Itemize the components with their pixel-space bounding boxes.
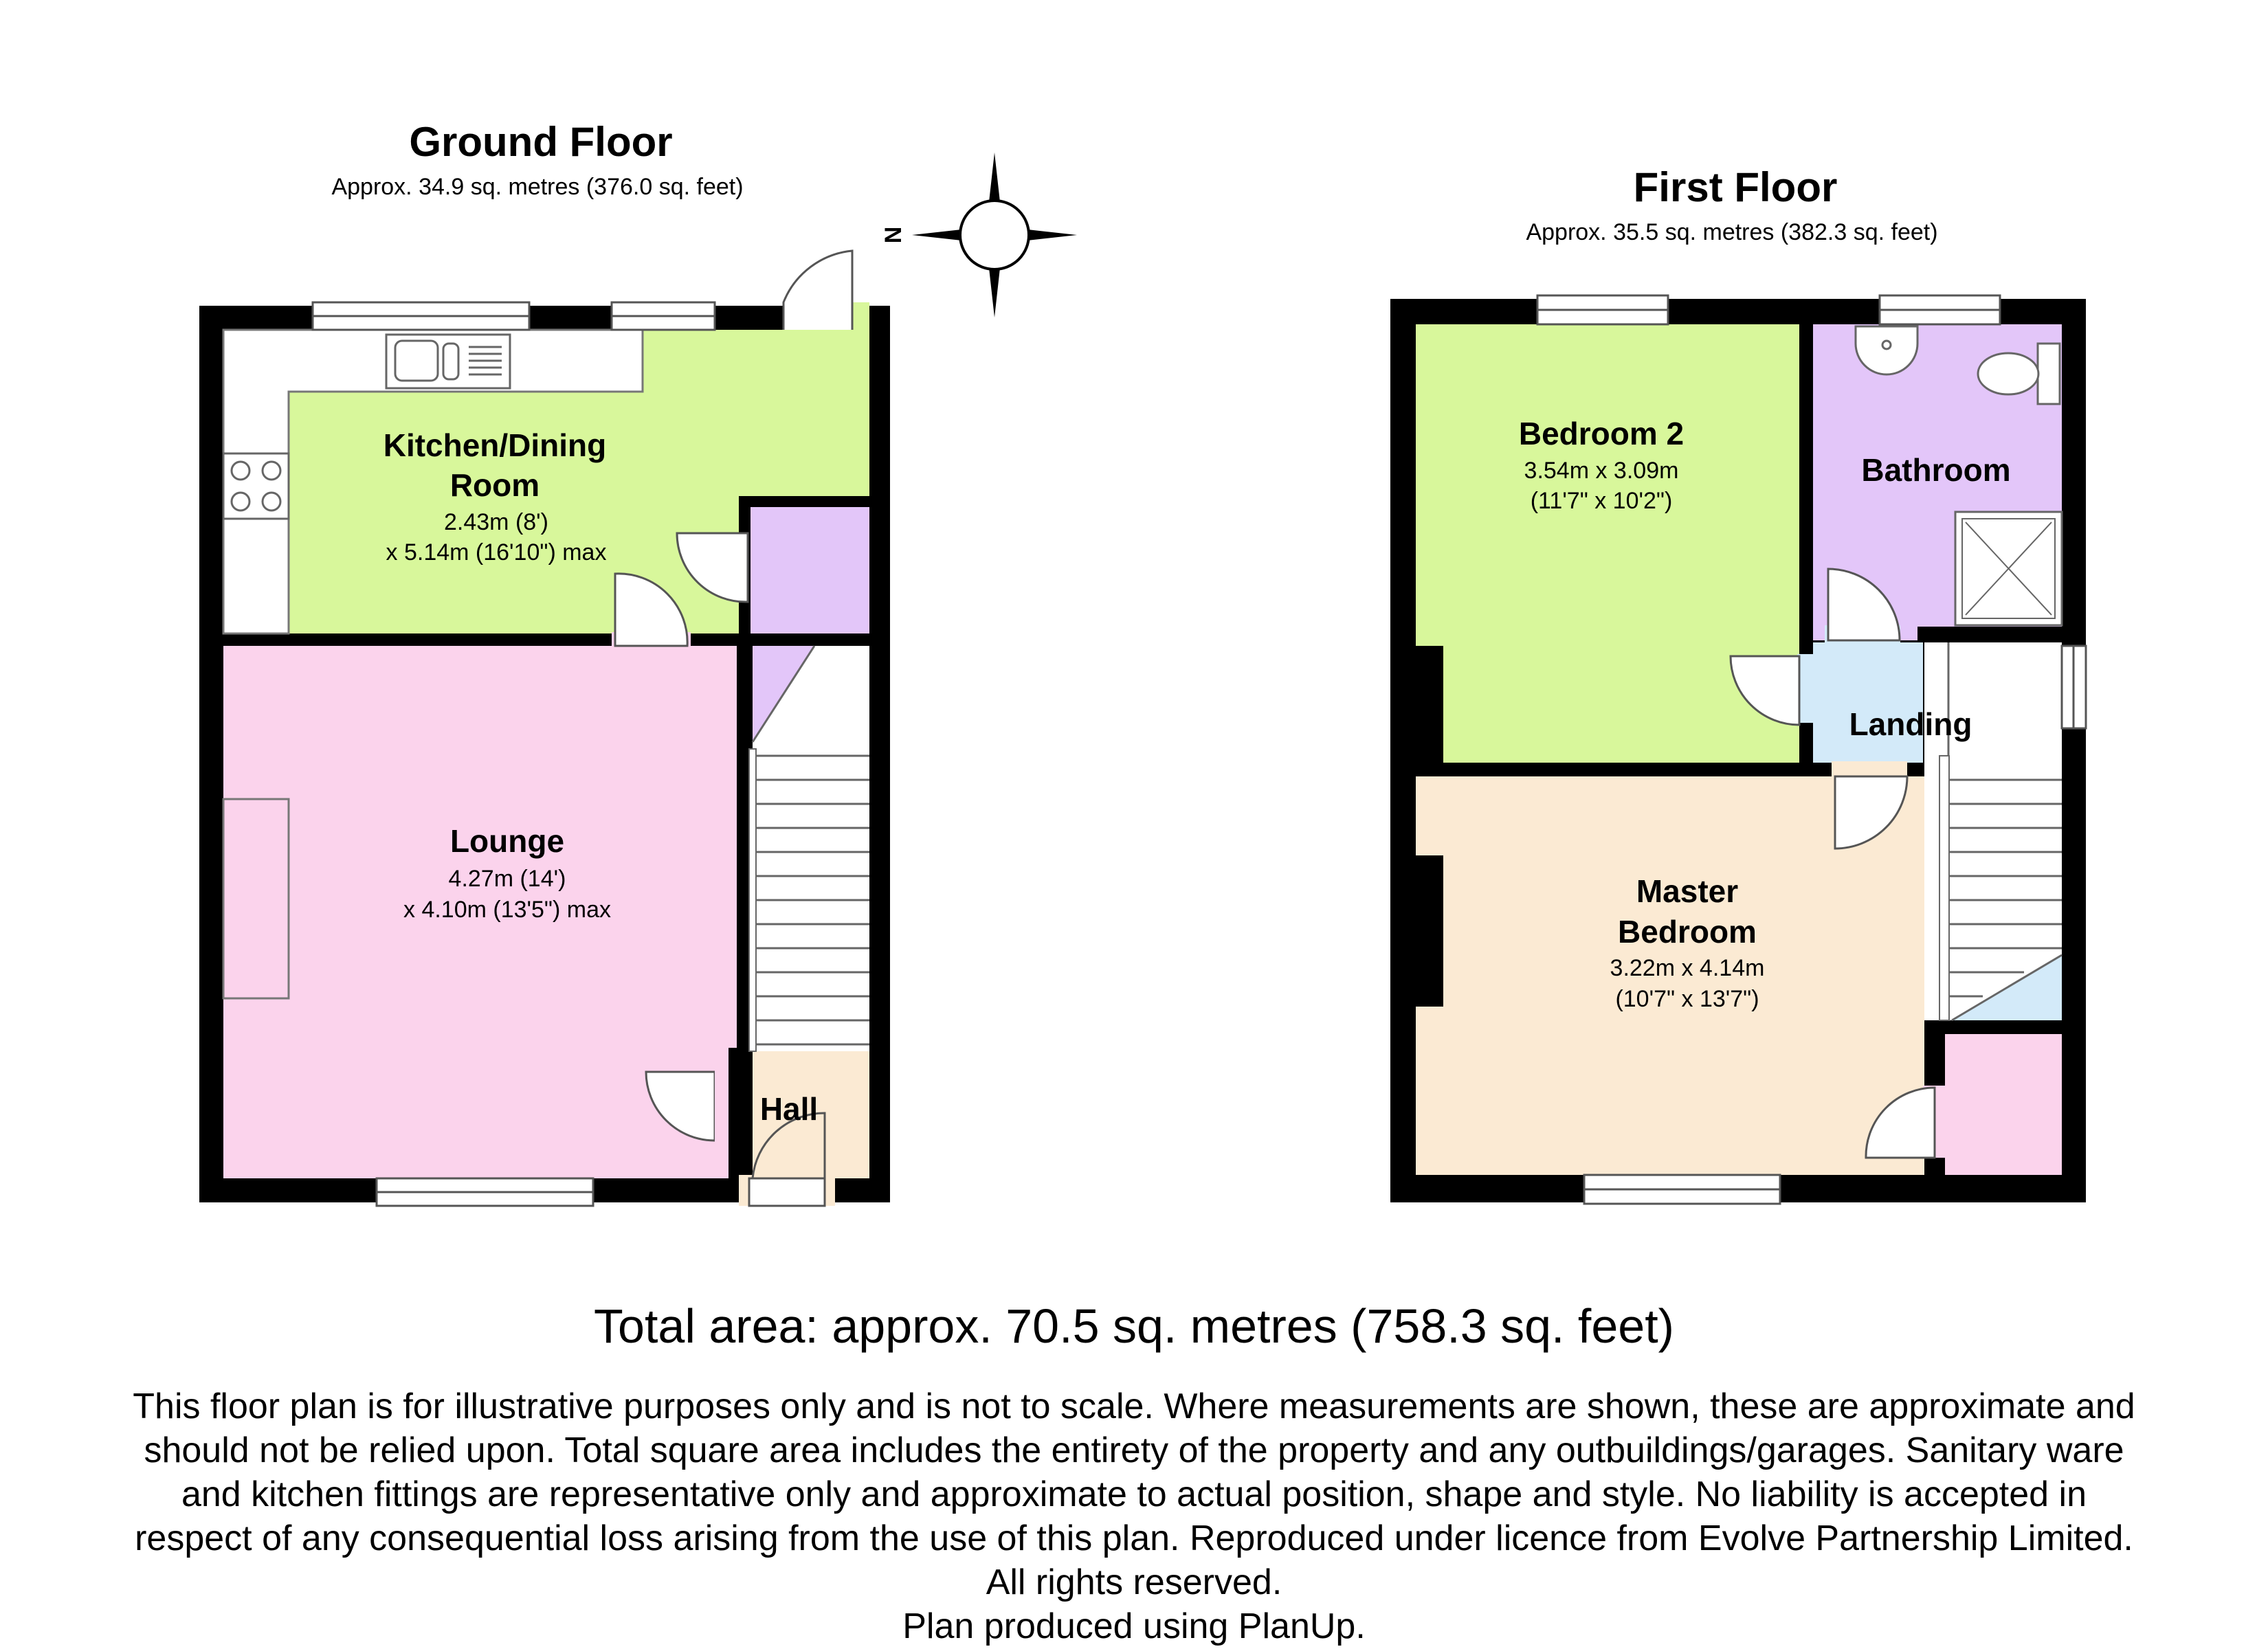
kitchen-label-line2: Room xyxy=(449,467,540,503)
ground-cupboard xyxy=(751,507,869,633)
disclaimer-line: This floor plan is for illustrative purposes only and is not to scale. Where measurements are shown, these are approximate and xyxy=(133,1387,2135,1426)
lounge-dimensions-1: 4.27m (14') xyxy=(448,866,566,892)
lounge-dimensions-2: x 4.10m (13'5") max xyxy=(403,897,611,923)
kitchen-sink-icon xyxy=(386,335,510,388)
first-floor-title: First Floor xyxy=(1633,164,1838,210)
bedroom-2-room xyxy=(1416,324,1799,763)
disclaimer-line: Plan produced using PlanUp. xyxy=(902,1606,1366,1646)
shower-tray-icon xyxy=(1955,512,2062,625)
master-bedroom-label: Master xyxy=(1636,873,1739,909)
master-bedroom-dimensions-2: (10'7" x 13'7") xyxy=(1615,986,1759,1012)
disclaimer-line: should not be relied upon. Total square area includes the entirety of the property and any outbuildings/garages. Sanitary ware xyxy=(144,1431,2124,1470)
master-bedroom-label-line2: Bedroom xyxy=(1618,914,1757,950)
disclaimer-line: and kitchen fittings are representative only and approximate to actual position, shape and style. No liability is accepted in xyxy=(181,1474,2087,1514)
fireplace-chimney-breast xyxy=(223,799,289,998)
kitchen-dimensions-2: x 5.14m (16'10") max xyxy=(386,539,607,565)
disclaimer-line: respect of any consequential loss arising from the use of this plan. Reproduced under licence from Evolve Partnership Limited. xyxy=(135,1518,2133,1558)
kitchen-back-door-swing xyxy=(783,251,852,330)
kitchen-label: Kitchen/Dining xyxy=(383,427,607,463)
lounge-label: Lounge xyxy=(449,823,565,859)
bedroom-2-label: Bedroom 2 xyxy=(1518,416,1685,451)
landing-area xyxy=(1813,642,1923,763)
kitchen-dimensions-1: 2.43m (8') xyxy=(444,509,548,535)
disclaimer-line: All rights reserved. xyxy=(986,1562,1282,1602)
master-bedroom-dimensions-1: 3.22m x 4.14m xyxy=(1610,955,1765,981)
ground-floor-plan xyxy=(199,119,890,1206)
disclaimer-text xyxy=(0,1384,2268,1648)
ground-floor-area: Approx. 34.9 sq. metres (376.0 sq. feet) xyxy=(331,174,744,200)
first-floor-cupboard xyxy=(1945,1034,2062,1175)
compass-icon xyxy=(880,153,1077,317)
compass-north-label: N xyxy=(880,226,907,244)
landing-label: Landing xyxy=(1849,706,1972,742)
first-floor-plan xyxy=(1390,164,2086,1204)
first-floor-staircase xyxy=(1924,642,2062,1020)
first-floor-area: Approx. 35.5 sq. metres (382.3 sq. feet) xyxy=(1526,219,1938,245)
kitchen-hob-icon xyxy=(223,453,289,519)
bathroom-label: Bathroom xyxy=(1861,452,2011,488)
total-area: Total area: approx. 70.5 sq. metres (758.3 sq. feet) xyxy=(594,1299,1674,1353)
hall-label: Hall xyxy=(759,1091,819,1127)
bedroom-2-dimensions-1: 3.54m x 3.09m xyxy=(1524,458,1679,484)
ground-floor-title: Ground Floor xyxy=(409,119,673,165)
bedroom-2-dimensions-2: (11'7" x 10'2") xyxy=(1530,488,1673,514)
